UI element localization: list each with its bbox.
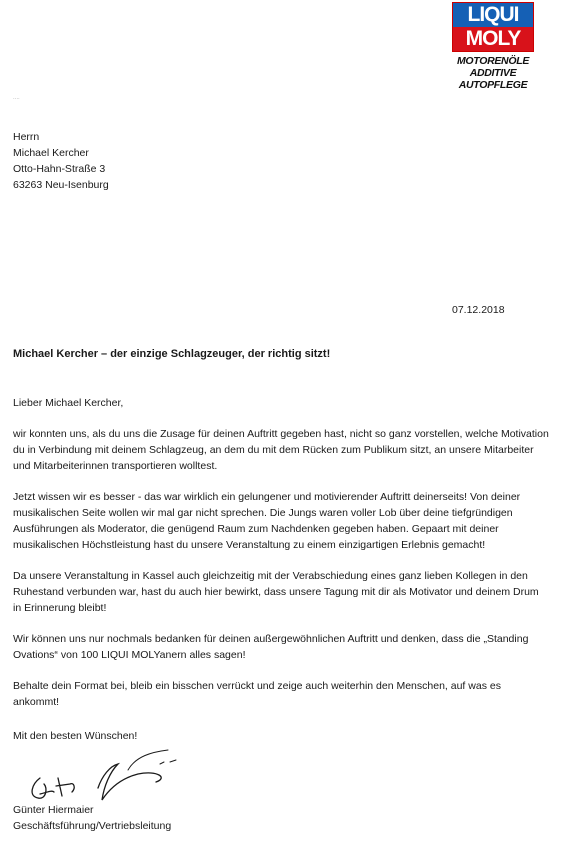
logo-tagline-2: ADDITIVE [469, 67, 517, 79]
logo-tagline-1: MOTORENÖLE [456, 55, 530, 67]
logo-line-2: MOLY [453, 27, 533, 51]
body-paragraph-3: Da unsere Veranstaltung in Kassel auch gleichzeitig mit der Verabschiedung eines ganz lieben Kollegen in den Ruhestand verbunden war, hast du auch hier bewirkt, dass unsere Tagung mit dir als Motivator und deinem Drum in Erinnerung bleibt! [13, 570, 539, 614]
letter-date: 07.12.2018 [452, 304, 505, 316]
letter-closing: Mit den besten Wünschen! [13, 730, 138, 742]
sender-line-mark: ‥‥ [13, 95, 20, 101]
logo-line-1: LIQUI [453, 3, 533, 27]
signer-name: Günter Hiermaier [13, 804, 94, 816]
recipient-name: Michael Kercher [13, 147, 89, 159]
handwritten-signature [18, 748, 188, 808]
logo-tagline [452, 55, 534, 91]
recipient-city: 63263 Neu-Isenburg [13, 179, 109, 191]
letter-body [13, 395, 549, 725]
recipient-address [13, 129, 109, 193]
body-paragraph-4: Wir können uns nur nochmals bedanken für deinen außergewöhnlichen Auftritt und denken, dass die „Standing Ovations“ von 100 LIQUI MOLYanern alles sagen! [13, 633, 529, 661]
signer-title: Geschäftsführung/Vertriebsleitung [13, 820, 172, 832]
signer-block [13, 802, 171, 834]
letter-subject: Michael Kercher – der einzige Schlagzeuger, der richtig sitzt! [13, 348, 331, 360]
recipient-salutation: Herrn [13, 131, 40, 143]
recipient-street: Otto-Hahn-Straße 3 [13, 163, 106, 175]
body-paragraph-5: Behalte dein Format bei, bleib ein bisschen verrückt und zeige auch weiterhin den Menschen, auf was es ankommt! [13, 680, 501, 708]
body-paragraph-2: Jetzt wissen wir es besser - das war wirklich ein gelungener und motivierender Auftritt deinerseits! Von deiner musikalischen Seite wollen wir mal gar nicht sprechen. Die Jungs waren voller Lob über deine tiefgründigen Ausführungen als Moderator, die genügend Raum zum Nachdenken gegeben haben. Gepaart mit deiner musikalischen Höchstleistung hast du unsere Veranstaltung zu einem einzigartigen Erlebnis gemacht! [13, 491, 521, 551]
logo-badge [452, 2, 534, 52]
body-paragraph-1: wir konnten uns, als du uns die Zusage für deinen Auftritt gegeben hast, nicht so ganz vorstellen, welche Motivation du in Verbindung mit deinem Schlagzeug, an dem du mit dem Rücken zum Publikum sitzt, an unsere Mitarbeiter und Mitarbeiterinnen transportieren wolltest. [13, 428, 549, 472]
letter-greeting: Lieber Michael Kercher, [13, 397, 124, 409]
logo-tagline-3: AUTOPFLEGE [458, 79, 528, 91]
company-logo [452, 2, 540, 91]
